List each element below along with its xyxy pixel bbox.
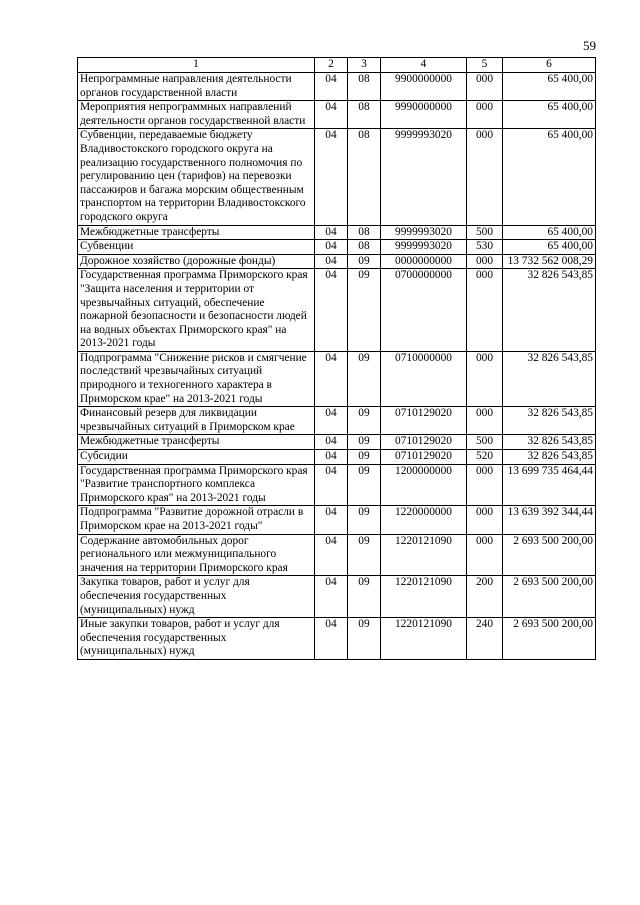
- row-code-cell: 1220121090: [381, 576, 467, 618]
- row-code-cell: 09: [348, 618, 381, 660]
- row-code-cell: 09: [348, 464, 381, 506]
- row-amount-cell: 13 732 562 008,29: [503, 254, 596, 269]
- table-row: [78, 435, 596, 450]
- row-code-cell: 09: [348, 450, 381, 465]
- row-code-cell: 04: [315, 269, 348, 352]
- table-row: [78, 240, 596, 255]
- table-row: [78, 576, 596, 618]
- row-code-cell: 04: [315, 450, 348, 465]
- row-code-cell: 200: [467, 576, 503, 618]
- row-code-cell: 09: [348, 435, 381, 450]
- row-name-cell: Межбюджетные трансферты: [78, 435, 315, 450]
- row-code-cell: 000: [467, 506, 503, 534]
- row-code-cell: 09: [348, 534, 381, 576]
- row-code-cell: 0710129020: [381, 435, 467, 450]
- row-amount-cell: 2 693 500 200,00: [503, 576, 596, 618]
- row-code-cell: 04: [315, 73, 348, 101]
- row-name-cell: Мероприятия непрограммных направлений деятельности органов государственной власти: [78, 101, 315, 129]
- row-code-cell: 000: [467, 269, 503, 352]
- row-code-cell: 9999993020: [381, 129, 467, 225]
- row-code-cell: 04: [315, 254, 348, 269]
- row-code-cell: 000: [467, 129, 503, 225]
- row-code-cell: 500: [467, 435, 503, 450]
- row-amount-cell: 32 826 543,85: [503, 435, 596, 450]
- row-code-cell: 0710129020: [381, 407, 467, 435]
- table-row: [78, 464, 596, 506]
- row-code-cell: 000: [467, 534, 503, 576]
- row-code-cell: 500: [467, 225, 503, 240]
- row-code-cell: 04: [315, 129, 348, 225]
- row-name-cell: Финансовый резерв для ликвидации чрезвычайных ситуаций в Приморском крае: [78, 407, 315, 435]
- row-code-cell: 9999993020: [381, 225, 467, 240]
- row-code-cell: 09: [348, 269, 381, 352]
- table-row: [78, 351, 596, 406]
- row-code-cell: 09: [348, 351, 381, 406]
- row-amount-cell: 65 400,00: [503, 129, 596, 225]
- table-row: [78, 73, 596, 101]
- row-code-cell: 1220121090: [381, 618, 467, 660]
- row-code-cell: 9990000000: [381, 101, 467, 129]
- table-row: [78, 450, 596, 465]
- row-code-cell: 000: [467, 101, 503, 129]
- row-name-cell: Субвенции, передаваемые бюджету Владивостокского городского округа на реализацию государственного полномочия по регулированию цен (тарифов) на перевозки пассажиров и багажа морским общественным транспортом на территории Владивостокского городского округа: [78, 129, 315, 225]
- row-name-cell: Межбюджетные трансферты: [78, 225, 315, 240]
- table-row: [78, 269, 596, 352]
- column-header: 1: [78, 58, 315, 73]
- table-row: [78, 129, 596, 225]
- row-amount-cell: 65 400,00: [503, 101, 596, 129]
- row-amount-cell: 13 639 392 344,44: [503, 506, 596, 534]
- row-name-cell: Подпрограмма "Снижение рисков и смягчение последствий чрезвычайных ситуаций природного и техногенного характера в Приморском крае" на 2013-2021 годы: [78, 351, 315, 406]
- row-code-cell: 04: [315, 435, 348, 450]
- row-amount-cell: 32 826 543,85: [503, 407, 596, 435]
- budget-table: [77, 57, 596, 660]
- row-code-cell: 04: [315, 534, 348, 576]
- row-code-cell: 240: [467, 618, 503, 660]
- row-amount-cell: 13 699 735 464,44: [503, 464, 596, 506]
- row-code-cell: 1220000000: [381, 506, 467, 534]
- row-code-cell: 0710129020: [381, 450, 467, 465]
- row-code-cell: 9900000000: [381, 73, 467, 101]
- row-code-cell: 000: [467, 407, 503, 435]
- row-code-cell: 09: [348, 506, 381, 534]
- row-code-cell: 520: [467, 450, 503, 465]
- table-row: [78, 407, 596, 435]
- row-code-cell: 1220121090: [381, 534, 467, 576]
- row-name-cell: Закупка товаров, работ и услуг для обеспечения государственных (муниципальных) нужд: [78, 576, 315, 618]
- row-code-cell: 04: [315, 240, 348, 255]
- row-code-cell: 9999993020: [381, 240, 467, 255]
- row-code-cell: 530: [467, 240, 503, 255]
- row-code-cell: 000: [467, 351, 503, 406]
- column-header: 6: [503, 58, 596, 73]
- row-amount-cell: 2 693 500 200,00: [503, 534, 596, 576]
- row-name-cell: Иные закупки товаров, работ и услуг для обеспечения государственных (муниципальных) нужд: [78, 618, 315, 660]
- row-amount-cell: 32 826 543,85: [503, 450, 596, 465]
- row-amount-cell: 32 826 543,85: [503, 269, 596, 352]
- row-code-cell: 000: [467, 464, 503, 506]
- row-code-cell: 08: [348, 240, 381, 255]
- row-amount-cell: 32 826 543,85: [503, 351, 596, 406]
- row-code-cell: 000: [467, 73, 503, 101]
- row-amount-cell: 65 400,00: [503, 73, 596, 101]
- row-code-cell: 04: [315, 464, 348, 506]
- row-name-cell: Содержание автомобильных дорог регионального или межмуниципального значения на территории Приморского края: [78, 534, 315, 576]
- table-row: [78, 506, 596, 534]
- row-name-cell: Непрограммные направления деятельности органов государственной власти: [78, 73, 315, 101]
- row-code-cell: 0710000000: [381, 351, 467, 406]
- column-header: 3: [348, 58, 381, 73]
- row-code-cell: 08: [348, 73, 381, 101]
- row-code-cell: 04: [315, 407, 348, 435]
- row-code-cell: 04: [315, 618, 348, 660]
- row-code-cell: 04: [315, 101, 348, 129]
- table-row: [78, 534, 596, 576]
- row-code-cell: 09: [348, 407, 381, 435]
- row-code-cell: 1200000000: [381, 464, 467, 506]
- table-header-row: [78, 58, 596, 73]
- row-code-cell: 08: [348, 225, 381, 240]
- page-number: 59: [583, 38, 596, 53]
- row-name-cell: Дорожное хозяйство (дорожные фонды): [78, 254, 315, 269]
- table-row: [78, 254, 596, 269]
- row-name-cell: Субсидии: [78, 450, 315, 465]
- row-code-cell: 04: [315, 576, 348, 618]
- row-amount-cell: 65 400,00: [503, 225, 596, 240]
- table-row: [78, 618, 596, 660]
- row-code-cell: 04: [315, 351, 348, 406]
- row-code-cell: 000: [467, 254, 503, 269]
- table-row: [78, 225, 596, 240]
- row-name-cell: Государственная программа Приморского края "Развитие транспортного комплекса Приморского края" на 2013-2021 годы: [78, 464, 315, 506]
- column-header: 4: [381, 58, 467, 73]
- row-name-cell: Государственная программа Приморского края "Защита населения и территории от чрезвычайных ситуаций, обеспечение пожарной безопасности и безопасности людей на водных объектах Приморского края" на 2013-2021 годы: [78, 269, 315, 352]
- row-code-cell: 09: [348, 576, 381, 618]
- column-header: 5: [467, 58, 503, 73]
- row-code-cell: 08: [348, 101, 381, 129]
- row-code-cell: 09: [348, 254, 381, 269]
- row-name-cell: Подпрограмма "Развитие дорожной отрасли в Приморском крае на 2013-2021 годы": [78, 506, 315, 534]
- row-code-cell: 04: [315, 225, 348, 240]
- row-name-cell: Субвенции: [78, 240, 315, 255]
- column-header: 2: [315, 58, 348, 73]
- row-amount-cell: 2 693 500 200,00: [503, 618, 596, 660]
- row-code-cell: 0700000000: [381, 269, 467, 352]
- row-code-cell: 08: [348, 129, 381, 225]
- table-row: [78, 101, 596, 129]
- row-code-cell: 0000000000: [381, 254, 467, 269]
- row-amount-cell: 65 400,00: [503, 240, 596, 255]
- row-code-cell: 04: [315, 506, 348, 534]
